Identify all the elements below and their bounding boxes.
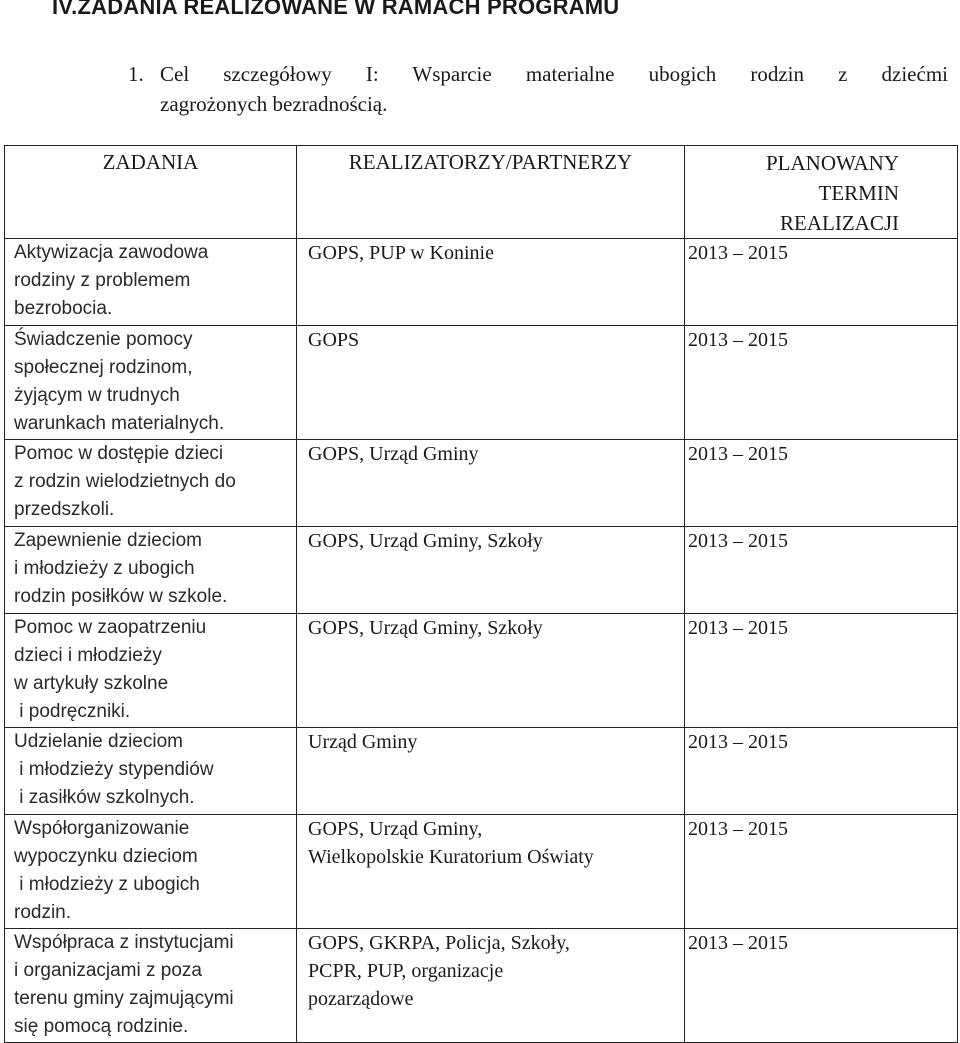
partners-line: GOPS, Urząd Gminy, Szkoły (308, 530, 543, 552)
table-row (5, 527, 958, 614)
partners-line: GOPS, Urząd Gminy, (308, 818, 483, 840)
term-cell: 2013 – 2015 (685, 440, 958, 527)
task-line: wypoczynku dzieciom (14, 846, 198, 867)
goal-title-line2: zagrożonych bezradnością. (160, 92, 388, 116)
task-line: żyjącym w trudnych (14, 385, 180, 406)
partners-cell (297, 527, 685, 614)
goal-word: z (838, 62, 848, 86)
partners-line: GOPS (308, 329, 360, 351)
task-cell (5, 239, 297, 326)
table-header-row (5, 146, 958, 239)
task-line: dzieci i młodzieży (14, 645, 162, 666)
task-cell (5, 440, 297, 527)
task-line: rodziny z problemem (14, 270, 191, 291)
header-partners: REALIZATORZY/PARTNERZY (297, 146, 685, 239)
term-cell: 2013 – 2015 (685, 326, 958, 440)
term-cell: 2013 – 2015 (685, 815, 958, 929)
term-cell: 2013 – 2015 (685, 614, 958, 728)
task-line: przedszkoli. (14, 499, 115, 520)
goal-word: I: (365, 62, 379, 86)
partners-cell (297, 815, 685, 929)
term-cell: 2013 – 2015 (685, 728, 958, 815)
goal-word: szczegółowy (223, 62, 332, 86)
goal-word: Wsparcie (412, 62, 492, 86)
table-row (5, 815, 958, 929)
task-line: Pomoc w zaopatrzeniu (14, 617, 207, 638)
partners-line: GOPS, Urząd Gminy (308, 443, 479, 465)
header-tasks: ZADANIA (5, 146, 297, 239)
table-row (5, 728, 958, 815)
partners-cell (297, 440, 685, 527)
task-line: Świadczenie pomocy (14, 329, 193, 350)
partners-cell (297, 239, 685, 326)
task-line: Pomoc w dostępie dzieci (14, 443, 224, 464)
task-line: warunkach materialnych. (14, 413, 225, 434)
task-line: i zasiłków szkolnych. (14, 787, 195, 808)
task-cell (5, 929, 297, 1043)
partners-line: Wielkopolskie Kuratorium Oświaty (308, 846, 594, 868)
task-line: Udzielanie dzieciom (14, 731, 183, 752)
task-line: z rodzin wielodzietnych do (14, 471, 236, 492)
task-line: i młodzieży z ubogich (14, 874, 200, 895)
header-term-line: TERMIN (818, 181, 899, 205)
goal-word: dziećmi (881, 62, 948, 86)
task-line: w artykuły szkolne (14, 673, 169, 694)
task-line: rodzin. (14, 902, 72, 923)
task-cell (5, 728, 297, 815)
task-line: się pomocą rodzinie. (14, 1016, 189, 1037)
partners-line: GOPS, Urząd Gminy, Szkoły (308, 617, 543, 639)
task-line: Współpraca z instytucjami (14, 932, 234, 953)
task-line: i organizacjami z poza (14, 960, 202, 981)
header-term (685, 146, 958, 239)
task-line: Współorganizowanie (14, 818, 190, 839)
partners-line: GOPS, PUP w Koninie (308, 242, 494, 264)
task-line: i podręczniki. (14, 701, 131, 722)
goal-word: ubogich (648, 62, 717, 86)
partners-line: Urząd Gminy (308, 731, 418, 753)
partners-cell (297, 326, 685, 440)
task-cell (5, 815, 297, 929)
header-term-line: PLANOWANY (766, 151, 899, 175)
task-line: bezrobocia. (14, 298, 113, 319)
goal-word: rodzin (750, 62, 804, 86)
goal-word: Cel (160, 62, 190, 86)
task-cell (5, 326, 297, 440)
task-cell (5, 614, 297, 728)
goal-word: materialne (525, 62, 615, 86)
tasks-table (4, 145, 958, 1043)
task-cell (5, 527, 297, 614)
term-cell: 2013 – 2015 (685, 527, 958, 614)
partners-cell (297, 929, 685, 1043)
partners-line: GOPS, GKRPA, Policja, Szkoły, (308, 932, 570, 954)
task-line: i młodzieży z ubogich (14, 558, 195, 579)
header-term-line: REALIZACJI (780, 211, 899, 235)
table-row (5, 614, 958, 728)
task-line: i młodzieży stypendiów (14, 759, 214, 780)
partners-line: pozarządowe (308, 988, 414, 1010)
table-row (5, 929, 958, 1043)
task-line: terenu gminy zajmującymi (14, 988, 234, 1009)
goal-title-line1 (160, 62, 948, 87)
partners-cell (297, 728, 685, 815)
table-row (5, 239, 958, 326)
task-line: Zapewnienie dzieciom (14, 530, 202, 551)
partners-line: PCPR, PUP, organizacje (308, 960, 504, 982)
term-cell: 2013 – 2015 (685, 239, 958, 326)
goal-number: 1. (128, 62, 144, 86)
task-line: Aktywizacja zawodowa (14, 242, 209, 263)
table-row (5, 440, 958, 527)
table-row (5, 326, 958, 440)
task-line: społecznej rodzinom, (14, 357, 193, 378)
partners-cell (297, 614, 685, 728)
term-cell: 2013 – 2015 (685, 929, 958, 1043)
task-line: rodzin posiłków w szkole. (14, 586, 228, 607)
section-heading: IV.ZADANIA REALIZOWANE W RAMACH PROGRAMU (52, 0, 620, 19)
